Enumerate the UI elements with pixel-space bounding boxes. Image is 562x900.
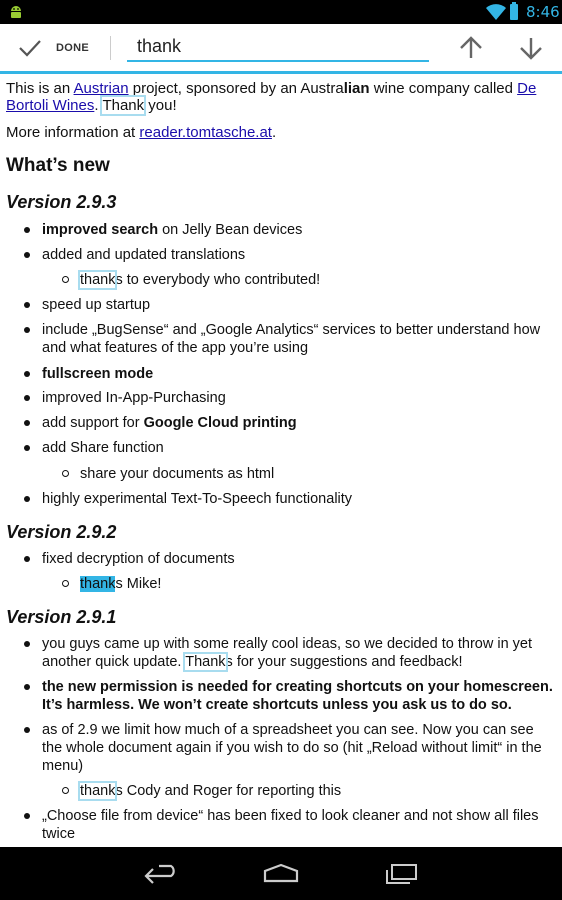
current-search-match: thank	[80, 576, 116, 592]
list-item: highly experimental Text-To-Speech functionality	[42, 491, 353, 507]
home-button-icon[interactable]	[262, 863, 300, 883]
list-item: improved search on Jelly Bean devices	[42, 222, 303, 238]
done-label: DONE	[56, 41, 89, 54]
intro-text: wine company called	[369, 80, 518, 97]
recent-apps-button-icon[interactable]	[384, 863, 418, 885]
website-link[interactable]: reader.tomtasche.at	[139, 124, 272, 141]
austrian-link[interactable]: Austrian	[73, 80, 129, 97]
sub-list-item: thanks to everybody who contributed!	[80, 272, 321, 288]
more-info-text: .	[271, 124, 277, 141]
list-item: as of 2.9 we limit how much of a spreadsheet you can see. Now you can see the whole document again if you wish to do so (hit „Reload without limit“ in the menu)	[42, 722, 542, 774]
bullet	[24, 684, 30, 690]
bullet	[24, 813, 30, 819]
divider	[110, 36, 111, 60]
wifi-icon	[486, 3, 506, 21]
list-item: add support for Google Cloud printing	[42, 415, 297, 431]
more-info-text: More information at	[6, 124, 140, 141]
list-item: include „BugSense“ and „Google Analytics“ services to better understand how and what features of the app you’re using	[42, 322, 541, 356]
back-button-icon[interactable]	[143, 863, 179, 885]
sub-list-item: thanks Mike!	[80, 576, 162, 592]
search-match: Thank	[102, 97, 145, 114]
list-item: the new permission is needed for creating shortcuts on your homescreen. It’s harmless. We won’t create shortcuts unless you ask us to do so.	[42, 679, 553, 713]
search-match: Thank	[185, 654, 226, 670]
bullet	[24, 327, 30, 333]
find-action-bar	[0, 24, 562, 74]
battery-icon	[510, 4, 518, 20]
list-item: you guys came up with some really cool ideas, so we decided to throw in yet another quick update. Thanks for your suggestions and feedback!	[42, 636, 533, 670]
version-heading: Version 2.9.3	[6, 192, 117, 212]
bullet	[24, 227, 30, 233]
bullet	[24, 302, 30, 308]
intro-text: you!	[144, 97, 177, 114]
intro-text: project, sponsored by an Austra	[128, 80, 344, 97]
more-info-paragraph	[6, 124, 276, 141]
sub-bullet	[62, 276, 69, 283]
bullet	[24, 641, 30, 647]
bullet	[24, 496, 30, 502]
list-item: add Share function	[42, 440, 164, 456]
list-item: added and updated translations	[42, 247, 246, 263]
next-match-arrow-icon[interactable]	[518, 36, 544, 60]
bullet	[24, 445, 30, 451]
bullet	[24, 727, 30, 733]
version-heading: Version 2.9.1	[6, 607, 117, 627]
bullet	[24, 252, 30, 258]
system-navigation-bar	[0, 847, 562, 900]
bullet	[24, 556, 30, 562]
search-input[interactable]	[127, 32, 429, 62]
list-item: improved In-App-Purchasing	[42, 390, 226, 406]
sub-bullet	[62, 580, 69, 587]
sub-list-item: thanks Cody and Roger for reporting this	[80, 783, 342, 799]
clock: 8:46	[526, 3, 560, 21]
list-item: fixed decryption of documents	[42, 551, 235, 567]
sub-bullet	[62, 470, 69, 477]
list-item: fullscreen mode	[42, 366, 154, 382]
previous-match-arrow-icon[interactable]	[458, 36, 484, 60]
intro-text: .	[94, 97, 103, 114]
status-bar	[0, 0, 562, 24]
done-button[interactable]	[0, 24, 110, 71]
intro-text: This is an	[6, 80, 74, 97]
sub-list-item: share your documents as html	[80, 466, 275, 482]
whats-new-heading: What’s new	[6, 155, 110, 176]
list-item: speed up startup	[42, 297, 151, 313]
search-match: thank	[80, 783, 116, 799]
bullet	[24, 420, 30, 426]
list-item: „Choose file from device“ has been fixed to look cleaner and not show all files twice	[42, 808, 539, 842]
bullet	[24, 395, 30, 401]
checkmark-icon	[18, 39, 42, 57]
search-match: thank	[80, 272, 116, 288]
intro-paragraph	[6, 80, 556, 114]
document-content[interactable]	[0, 77, 562, 847]
sub-bullet	[62, 787, 69, 794]
bullet	[24, 371, 30, 377]
android-debug-icon	[8, 4, 24, 20]
intro-bold: lian	[343, 80, 370, 97]
de-bortoli-link[interactable]: De Bortoli Wines	[6, 80, 537, 114]
version-heading: Version 2.9.2	[6, 522, 117, 542]
